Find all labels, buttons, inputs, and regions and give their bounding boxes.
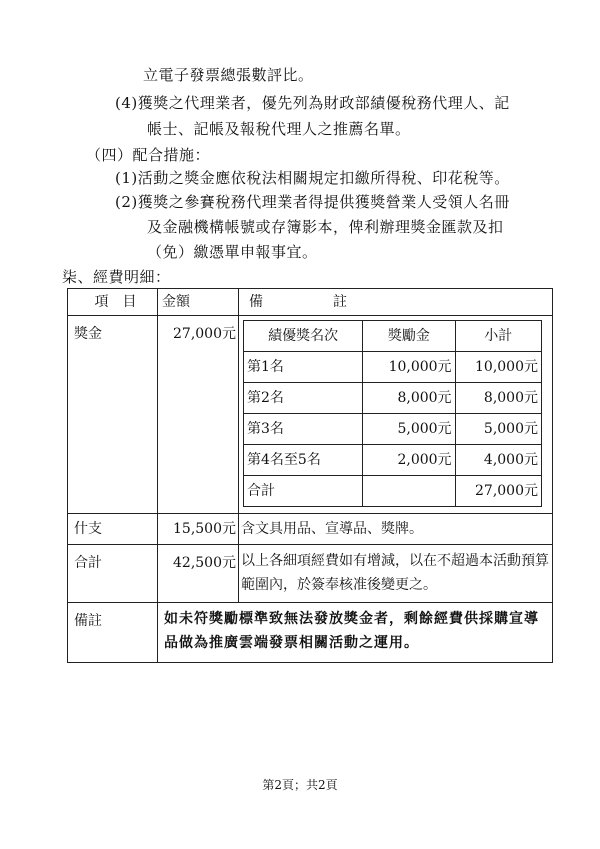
sum-amount: 42,500元: [158, 545, 239, 603]
subtotal: 10,000元: [455, 352, 541, 383]
rank: 第4名至5名: [244, 445, 363, 476]
note-label: 備註: [68, 603, 158, 663]
table-row: [244, 414, 542, 445]
misc-row: [68, 514, 553, 545]
inner-total-value: 27,000元: [455, 476, 541, 507]
note-row: [68, 603, 553, 663]
measure-1: (1)活動之獎金應依稅法相關規定扣繳所得稅、印花稅等。: [115, 169, 510, 187]
section-7-heading: 柒、經費明細：: [62, 268, 171, 286]
sum-row: [68, 545, 553, 603]
inner-total-empty: [363, 476, 455, 507]
measure-2-line3: （免）繳憑單申報事宜。: [147, 243, 318, 261]
inner-total-row: [244, 476, 542, 507]
header-row: [68, 289, 553, 316]
award: 8,000元: [363, 383, 455, 414]
rank: 第3名: [244, 414, 363, 445]
prize-row: [68, 316, 553, 514]
misc-label: 什支: [68, 514, 158, 545]
prize-breakdown-table: [243, 320, 542, 507]
section-4-heading: （四）配合措施：: [86, 146, 211, 164]
text-line: 立電子發票總張數評比。: [143, 66, 314, 84]
subtotal: 8,000元: [455, 383, 541, 414]
rank: 第2名: [244, 383, 363, 414]
table-row: [244, 352, 542, 383]
header-amount: 金額: [158, 289, 239, 316]
header-remark: 備 註: [239, 289, 553, 316]
header-item: 項 目: [68, 289, 158, 316]
inner-total-label: 合計: [244, 476, 363, 507]
subtotal: 5,000元: [455, 414, 541, 445]
rank: 第1名: [244, 352, 363, 383]
budget-table: [67, 288, 553, 663]
award: 2,000元: [363, 445, 455, 476]
misc-amount: 15,500元: [158, 514, 239, 545]
measure-2-line2: 及金融機構帳號或存簿影本，俾利辦理獎金匯款及扣: [147, 218, 504, 236]
misc-remark: 含文具用品、宣導品、獎牌。: [239, 514, 553, 545]
subtotal: 4,000元: [455, 445, 541, 476]
inner-header-row: [244, 321, 542, 352]
award: 5,000元: [363, 414, 455, 445]
page-footer: 第2頁；共2頁: [262, 778, 338, 792]
item-4-line2: 帳士、記帳及報稅代理人之推薦名單。: [147, 120, 411, 138]
award: 10,000元: [363, 352, 455, 383]
inner-head-rank: 績優獎名次: [244, 321, 363, 352]
table-row: [244, 445, 542, 476]
measure-2-line1: (2)獲獎之參賽稅務代理業者得提供獲獎營業人受領人名冊: [115, 193, 510, 211]
item-4-line1: (4)獲獎之代理業者，優先列為財政部績優稅務代理人、記: [115, 94, 510, 112]
inner-head-subtotal: 小計: [455, 321, 541, 352]
note-remark: 如未符獎勵標準致無法發放獎金者，剩餘經費供採購宣導品做為推廣雲端發票相關活動之運用。: [158, 603, 553, 663]
prize-breakdown-cell: [239, 316, 553, 514]
sum-label: 合計: [68, 545, 158, 603]
inner-head-award: 獎勵金: [363, 321, 455, 352]
prize-amount: 27,000元: [158, 316, 239, 514]
prize-label: 獎金: [68, 316, 158, 514]
table-row: [244, 383, 542, 414]
sum-remark: 以上各細項經費如有增減，以在不超過本活動預算範圍內，於簽奉核准後變更之。: [239, 545, 553, 603]
